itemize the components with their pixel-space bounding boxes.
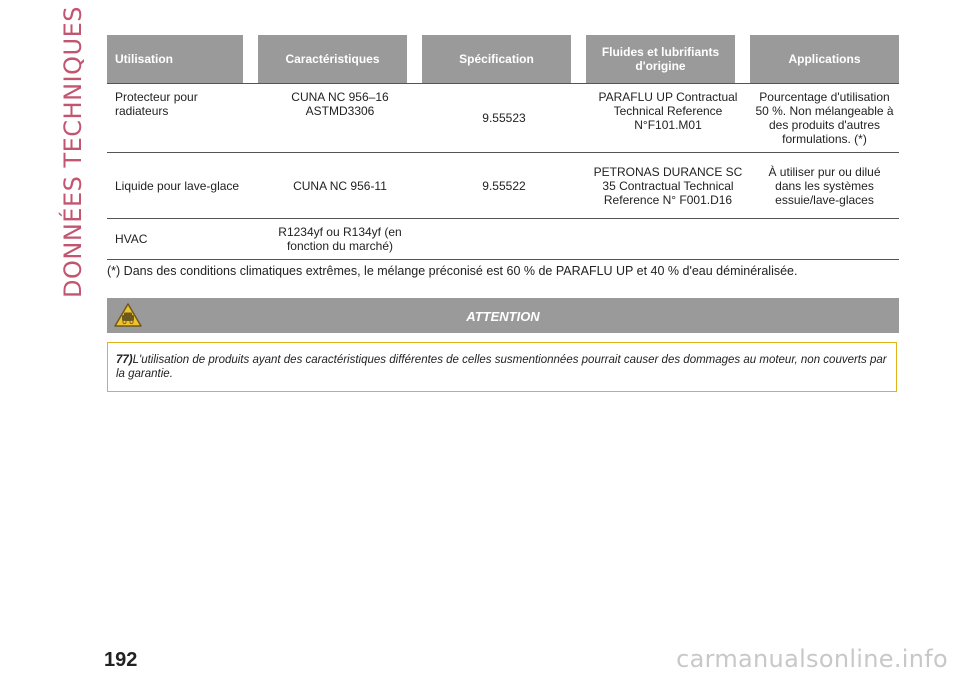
header-utilisation: Utilisation [107, 35, 258, 83]
table-row [107, 219, 899, 260]
cell-applications: À utiliser pur ou dilué dans les systèmes essuie/lave-glaces [750, 153, 899, 219]
cell-specification [422, 219, 586, 260]
warning-header-bar [107, 298, 899, 333]
warning-box [107, 342, 897, 392]
watermark: carmanualsonline.info [676, 645, 948, 673]
section-side-title-text: DONNÉES TECHNIQUES [59, 6, 88, 298]
cell-fluides: PARAFLU UP Contractual Technical Reference N°F101.M01 [586, 83, 750, 153]
cell-fluides: PETRONAS DURANCE SC 35 Contractual Technical Reference N° F001.D16 [586, 153, 750, 219]
cell-applications [750, 219, 899, 260]
table-row [107, 153, 899, 219]
cell-applications: Pourcentage d'utilisation 50 %. Non mélangeable à des produits d'autres formulations. (*) [750, 83, 899, 153]
header-caracteristiques: Caractéristiques [258, 35, 422, 83]
cell-utilisation: Protecteur pour radiateurs [107, 83, 258, 153]
warning-text: L'utilisation de produits ayant des caractéristiques différentes de celles susmentionnées pourrait causer des dommages au moteur, non couverts par la garantie. [116, 354, 887, 380]
cell-utilisation: HVAC [107, 219, 258, 260]
cell-utilisation: Liquide pour lave-glace [107, 153, 258, 219]
header-applications: Applications [750, 35, 899, 83]
warning-title: ATTENTION [466, 309, 540, 324]
header-fluides: Fluides et lubrifiants d'origine [586, 35, 750, 83]
table-header-row [107, 35, 899, 83]
page-number: 192 [104, 649, 138, 671]
cell-specification: 9.55523 [422, 83, 586, 153]
cell-caracteristiques: CUNA NC 956-11 [258, 153, 422, 219]
header-specification: Spécification [422, 35, 586, 83]
cell-caracteristiques: CUNA NC 956–16 ASTMD3306 [258, 83, 422, 153]
cell-fluides [586, 219, 750, 260]
section-side-title [56, 6, 90, 298]
cell-caracteristiques: R1234yf ou R134yf (en fonction du marché) [258, 219, 422, 260]
table-row [107, 83, 899, 153]
warning-number: 77) [116, 354, 133, 366]
fluids-spec-table [107, 35, 899, 260]
cell-specification: 9.55522 [422, 153, 586, 219]
table-footnote: (*) Dans des conditions climatiques extrêmes, le mélange préconisé est 60 % de PARAFLU UP et 40 % d'eau déminéralisée. [107, 264, 798, 278]
